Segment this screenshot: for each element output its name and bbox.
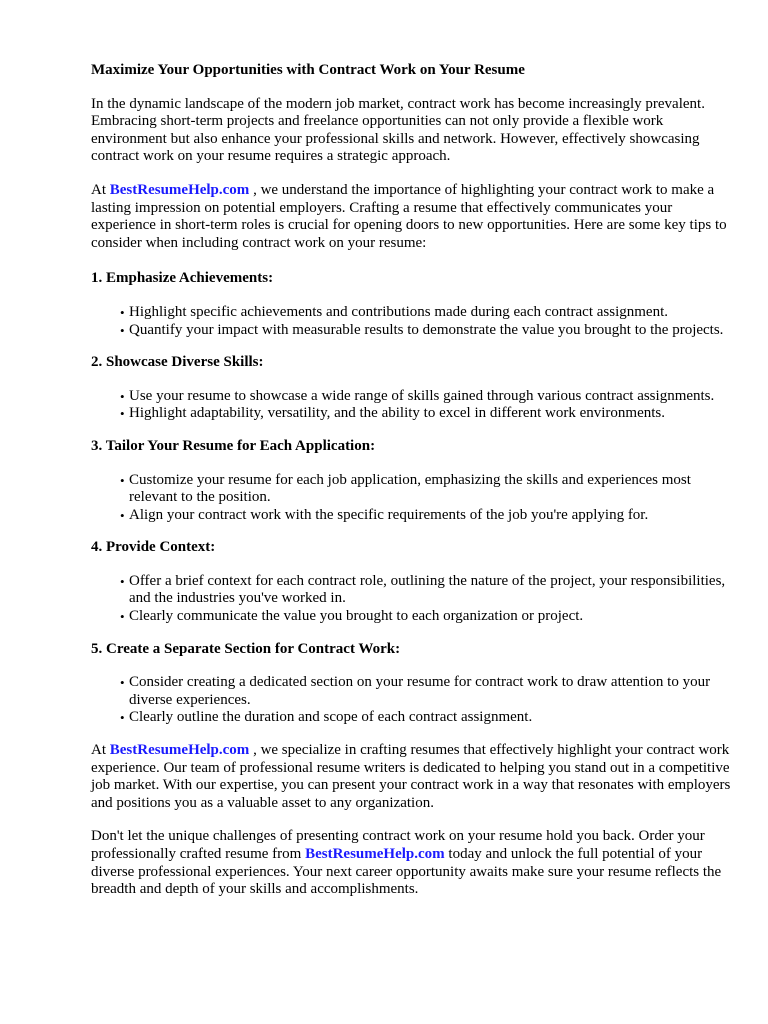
list-item	[120, 471, 731, 507]
bullet-icon: •	[120, 388, 125, 404]
list-item-text: Clearly outline the duration and scope of each contract assignment.	[129, 709, 533, 726]
bestresumehelp-link[interactable]: BestResumeHelp.com	[305, 846, 445, 862]
bullet-icon: •	[120, 406, 125, 422]
document-body	[91, 62, 731, 915]
list-item	[120, 572, 731, 608]
bullet-icon: •	[120, 304, 125, 320]
bestresumehelp-link[interactable]: BestResumeHelp.com	[109, 181, 250, 198]
list-item	[120, 506, 731, 525]
section-heading-tailor-resume: 3. Tailor Your Resume for Each Application:	[91, 437, 376, 454]
list-item	[120, 321, 731, 340]
section-heading-showcase-diverse-skills: 2. Showcase Diverse Skills:	[91, 354, 264, 371]
outro1-prefix: At	[91, 742, 110, 759]
list-item	[120, 405, 731, 423]
bullet-icon: •	[120, 609, 125, 625]
list-item	[120, 608, 731, 626]
intro-paragraph-2	[91, 182, 731, 252]
bullet-icon: •	[120, 472, 125, 488]
bullet-icon: •	[120, 322, 125, 338]
section-3-list	[91, 472, 731, 525]
outro-paragraph-1	[91, 742, 731, 812]
list-item-text: Use your resume to showcase a wide range of skills gained through various contract assignments.	[129, 387, 715, 404]
intro-paragraph: In the dynamic landscape of the modern job market, contract work has become increasingly prevalent. Embracing short-term projects and freelance opportunities can not only provide a flexible work environment but also enhance your professional skills and network. However, effectively showcasing contract work on your resume requires a strategic approach.	[91, 95, 705, 165]
document-title: Maximize Your Opportunities with Contract Work on Your Resume	[91, 62, 525, 78]
section-1-list	[91, 304, 731, 339]
bullet-icon: •	[120, 710, 125, 726]
outro-paragraph-2	[91, 828, 731, 898]
list-item-text: Highlight adaptability, versatility, and the ability to excel in different work environments.	[129, 405, 665, 422]
list-item	[120, 674, 731, 709]
intro2-prefix: At	[91, 181, 110, 198]
section-heading-separate-section: 5. Create a Separate Section for Contract Work:	[91, 640, 401, 657]
list-item-text: Consider creating a dedicated section on your resume for contract work to draw attention to your diverse experiences.	[129, 674, 711, 708]
intro2-suffix: , we understand the importance of highlighting your contract work to make a lasting impression on potential employers. Crafting a resume that effectively communicates your experience in short-term roles is crucial for opening doors to new opportunities. Here are some key tips to consider when including contract work on your resume:	[91, 181, 727, 251]
outro1-suffix: , we specialize in crafting resumes that effectively highlight your contract work experience. Our team of professional resume writers is dedicated to helping you stand out in a competitive job market. With our expertise, you can present your contract work in a way that resonates with employers and positions you as a valuable asset to any organization.	[91, 742, 731, 811]
list-item-text: Quantify your impact with measurable results to demonstrate the value you brought to the projects.	[129, 321, 724, 338]
list-item-text: Customize your resume for each job application, emphasizing the skills and experiences most relevant to the position.	[129, 471, 691, 506]
list-item-text: Highlight specific achievements and contributions made during each contract assignment.	[129, 303, 669, 320]
section-heading-emphasize-achievements: 1. Emphasize Achievements:	[91, 270, 274, 287]
section-heading-provide-context: 4. Provide Context:	[91, 539, 216, 556]
list-item-text: Align your contract work with the specific requirements of the job you're applying for.	[129, 506, 649, 523]
list-item-text: Offer a brief context for each contract role, outlining the nature of the project, your responsibilities, and the industries you've worked in.	[129, 572, 726, 607]
bullet-icon: •	[120, 507, 125, 523]
list-item-text: Clearly communicate the value you brought to each organization or project.	[129, 608, 584, 625]
bullet-icon: •	[120, 675, 125, 691]
section-2-list	[91, 388, 731, 423]
section-4-list	[91, 573, 731, 626]
outro2-prefix: Don't let the unique challenges of presenting contract work on your resume hold you back. Order your professionally crafted resume from	[91, 828, 705, 862]
list-item	[120, 709, 731, 727]
list-item	[120, 387, 731, 406]
bestresumehelp-link[interactable]: BestResumeHelp.com	[109, 742, 250, 759]
bullet-icon: •	[120, 573, 125, 589]
section-5-list	[91, 674, 731, 727]
list-item	[120, 303, 731, 322]
outro2-suffix: today and unlock the full potential of your diverse professional experiences. Your next career opportunity awaits make sure your resume reflects the breadth and depth of your skills and accomplishments.	[91, 846, 722, 898]
